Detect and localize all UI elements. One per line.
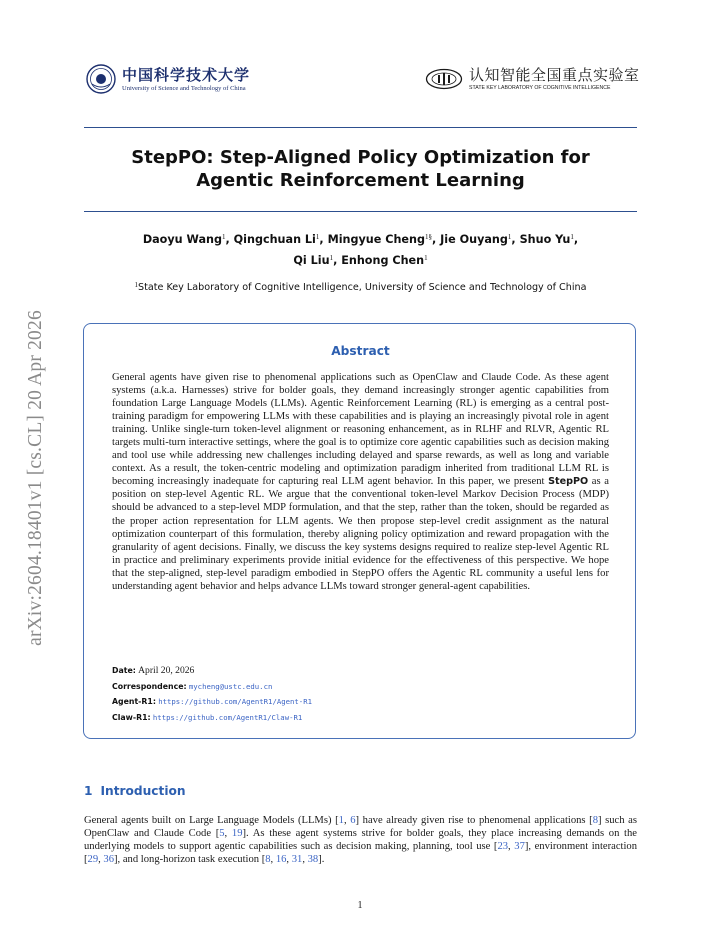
citation-link[interactable]: 37 <box>514 841 525 853</box>
author-list <box>84 229 637 271</box>
author: Enhong Chen$^1$ <box>341 254 428 267</box>
arxiv-stamp <box>21 258 51 698</box>
affiliation: $^1$State Key Laboratory of Cognitive Intelligence, University of Science and Technology of China <box>134 281 587 293</box>
citation-link[interactable]: 23 <box>497 841 509 853</box>
introduction-text: General agents built on Large Language Models (LLMs) [1, 6] have already given rise to phenomenal applications [8] such as OpenClaw and Claude Code [5, 19]. As these agent systems strive for bolder goals, they place increasing demands on the underlying models to support agentic capabilities such as decision making, planning, tool use [23, 37], environment interaction [29, 36], and long-horizon task execution [8, 16, 31, 38]. <box>84 815 638 866</box>
author: Jie Ouyang$^1$, <box>440 233 520 246</box>
lab-emblem-icon <box>425 68 463 90</box>
lab-logo <box>425 63 640 95</box>
abstract-text: General agents have given rise to phenomenal applications such as OpenClaw and Claude Code. As these agent systems (a.k.a. Harnesses) strive for bolder goals, they demand increasingly stronger agentic capabilities from foundation Large Language Models (LLMs). Agentic Reinforcement Learning (RL) is emerging as a central post-training paradigm for empowering LLMs with these capabilities and is playing an increasingly pivotal role in agent training. Unlike single-turn token-level alignment or reasoning enhancement, as in RLHF and RLVR, Agentic RL targets multi-turn interactive settings, where the goal is to optimize core agentic capabilities such as decision making and tool use while addressing new challenges including delayed and sparse rewards, as well as long and variable context. As a result, the token-centric modeling and optimization paradigm inherited from traditional LLM RL is becoming increasingly inadequate for capturing real LLM agent behavior. In this paper, we present StepPO as a position on step-level Agentic RL. We argue that the conventional token-level Markov Decision Process (MDP) should be advanced to a step-level MDP formulation, and that the step, rather than the token, should be regarded as the proper action representation for LLM agents. We then propose step-level credit assignment as the natural optimization counterpart of this formulation, thereby aligning policy optimization and reward propagation with the granularity of agent decisions. Finally, we discuss the key systems designs required to realize step-level Agentic RL in practice and preliminary experiments provide initial evidence for the effectiveness of this perspective. We hope that the step-aligned, step-level paradigm embodied in StepPO offers the Agentic RL community a useful lens for understanding agent behavior and helps advance LLMs toward stronger general-agent capabilities. <box>112 372 609 592</box>
title-line-1: StepPO: Step-Aligned Policy Optimization for <box>131 147 590 168</box>
title-line-2: Agentic Reinforcement Learning <box>196 170 525 191</box>
citation-link[interactable]: 19 <box>231 828 243 840</box>
correspondence-row: Correspondence: mycheng@ustc.edu.cn <box>112 681 273 691</box>
page-number: 1 <box>357 900 363 911</box>
citation-link[interactable]: 5 <box>219 828 225 840</box>
citation-link[interactable]: 36 <box>103 854 115 866</box>
ustc-name-cn: 中国科学技术大学 <box>122 65 251 84</box>
top-rule <box>84 127 637 128</box>
citation-link[interactable]: 38 <box>307 854 319 866</box>
claw-r1-row: Claw-R1: https://github.com/AgentR1/Claw-R1 <box>112 712 303 722</box>
author: Mingyue Cheng$^{1\S}$, <box>327 233 441 246</box>
citation-link[interactable]: 29 <box>87 854 99 866</box>
citation-link[interactable]: 1 <box>338 815 344 826</box>
author: Qingchuan Li$^1$, <box>233 233 328 246</box>
date-value: April 20, 2026 <box>138 665 195 676</box>
citation-link[interactable]: 8 <box>265 854 271 866</box>
claw-r1-link[interactable]: https://github.com/AgentR1/Claw-R1 <box>152 712 303 722</box>
steppo-name: StepPO <box>548 476 589 488</box>
citation-link[interactable]: 16 <box>275 854 287 866</box>
ustc-logo <box>86 62 250 96</box>
abstract-heading: Abstract <box>331 344 390 358</box>
agent-r1-link[interactable]: https://github.com/AgentR1/Agent-R1 <box>158 697 312 707</box>
lab-name-cn: 认知智能全国重点实验室 <box>469 66 640 84</box>
correspondence-email-link[interactable]: mycheng@ustc.edu.cn <box>188 681 273 691</box>
title-rule <box>84 211 637 212</box>
section-heading-introduction: 1 Introduction <box>84 784 186 798</box>
paper-title <box>84 146 637 192</box>
lab-name-en: STATE KEY LABORATORY OF COGNITIVE INTELLIGENCE <box>469 85 611 91</box>
citation-link[interactable]: 31 <box>291 854 303 866</box>
date-row: Date: April 20, 2026 <box>112 665 195 676</box>
author: Shuo Yu$^1$, <box>519 233 579 246</box>
ustc-seal-icon <box>86 64 116 94</box>
citation-link[interactable]: 8 <box>592 815 598 826</box>
paper-metadata <box>112 663 609 725</box>
agent-r1-row: Agent-R1: https://github.com/AgentR1/Agent-R1 <box>112 697 312 707</box>
author: Daoyu Wang$^1$, <box>142 233 234 246</box>
citation-link[interactable]: 6 <box>350 815 356 826</box>
author: Qi Liu$^1$, <box>293 254 342 267</box>
arxiv-id: arXiv:2604.18401v1 [cs.CL] 20 Apr 2026 <box>25 310 46 646</box>
ustc-name-en: University of Science and Technology of China <box>122 84 246 92</box>
